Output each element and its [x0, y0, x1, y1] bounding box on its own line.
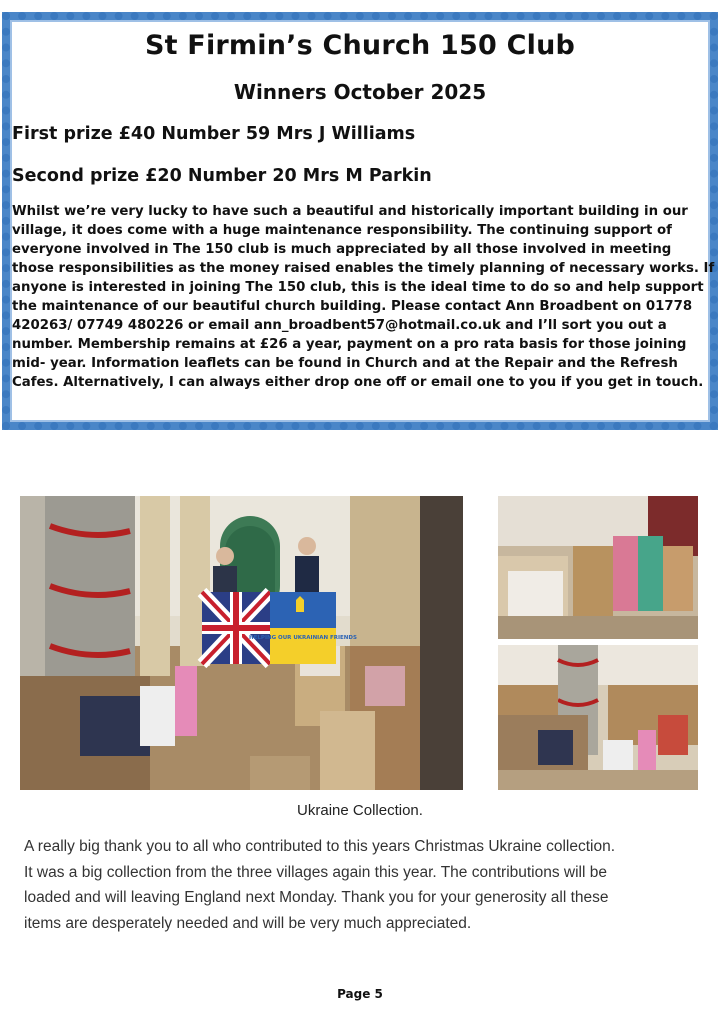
ukraine-line: items are desperately needed and will be very much appreciated. [24, 914, 472, 932]
paragraph-line: mid- year. Information leaflets can be found in Church and at the Repair and the Refresh [12, 356, 678, 371]
ukraine-line: loaded and will leaving England next Monday. Thank you for your generosity all these [24, 889, 609, 906]
paragraph-line: Cafes. Alternatively, I can always either drop one off or email one to you if you get in touch. [12, 375, 704, 390]
ukraine-line: A really big thank you to all who contributed to this years Christmas Ukraine collection. [24, 838, 616, 855]
ukraine-line: It was a big collection from the three villages again this year. The contributions will be [24, 863, 607, 881]
banner-text: HELPING OUR UKRAINIAN FRIENDS [249, 635, 357, 641]
paragraph-line: those responsibilities as the money raised enables the timely planning of necessary works. If [12, 261, 715, 276]
paragraph-line: number. Membership remains at £26 a year, payment on a pro rata basis for those joining [12, 337, 687, 352]
page-number: Page 5 [337, 987, 383, 1001]
paragraph-line: village, it does come with a huge maintenance responsibility. The continuing support of [12, 223, 672, 238]
second-prize-line: Second prize £20 Number 20 Mrs M Parkin [12, 166, 432, 186]
paragraph-line: Whilst we’re very lucky to have such a beautiful and historically important building in our [12, 204, 688, 219]
ukraine-banner [202, 592, 357, 664]
paragraph-line: 420263/ 07749 480226 or email ann_broadbent57@hotmail.co.uk and I’ll sort you out a [12, 318, 667, 333]
paragraph-line: everyone involved in The 150 club is much appreciated by all those involved in meeting [12, 242, 672, 257]
ukraine-paragraph [24, 834, 704, 936]
paragraph-line: anyone is interested in joining The 150 club, this is the ideal time to do so and help support [12, 280, 704, 295]
church-aisle-photo [498, 645, 698, 790]
first-prize-line: First prize £40 Number 59 Mrs J Williams [12, 124, 416, 144]
winners-heading: Winners October 2025 [233, 80, 487, 104]
gift-boxes-photo [498, 496, 698, 639]
photo-caption: Ukraine Collection. [297, 802, 423, 819]
club-paragraph [12, 202, 715, 392]
church-interior-photo [20, 496, 463, 790]
paragraph-line: the maintenance of our beautiful church building. Please contact Ann Broadbent on 01778 [12, 299, 693, 314]
club-title: St Firmin’s Church 150 Club [144, 30, 576, 61]
